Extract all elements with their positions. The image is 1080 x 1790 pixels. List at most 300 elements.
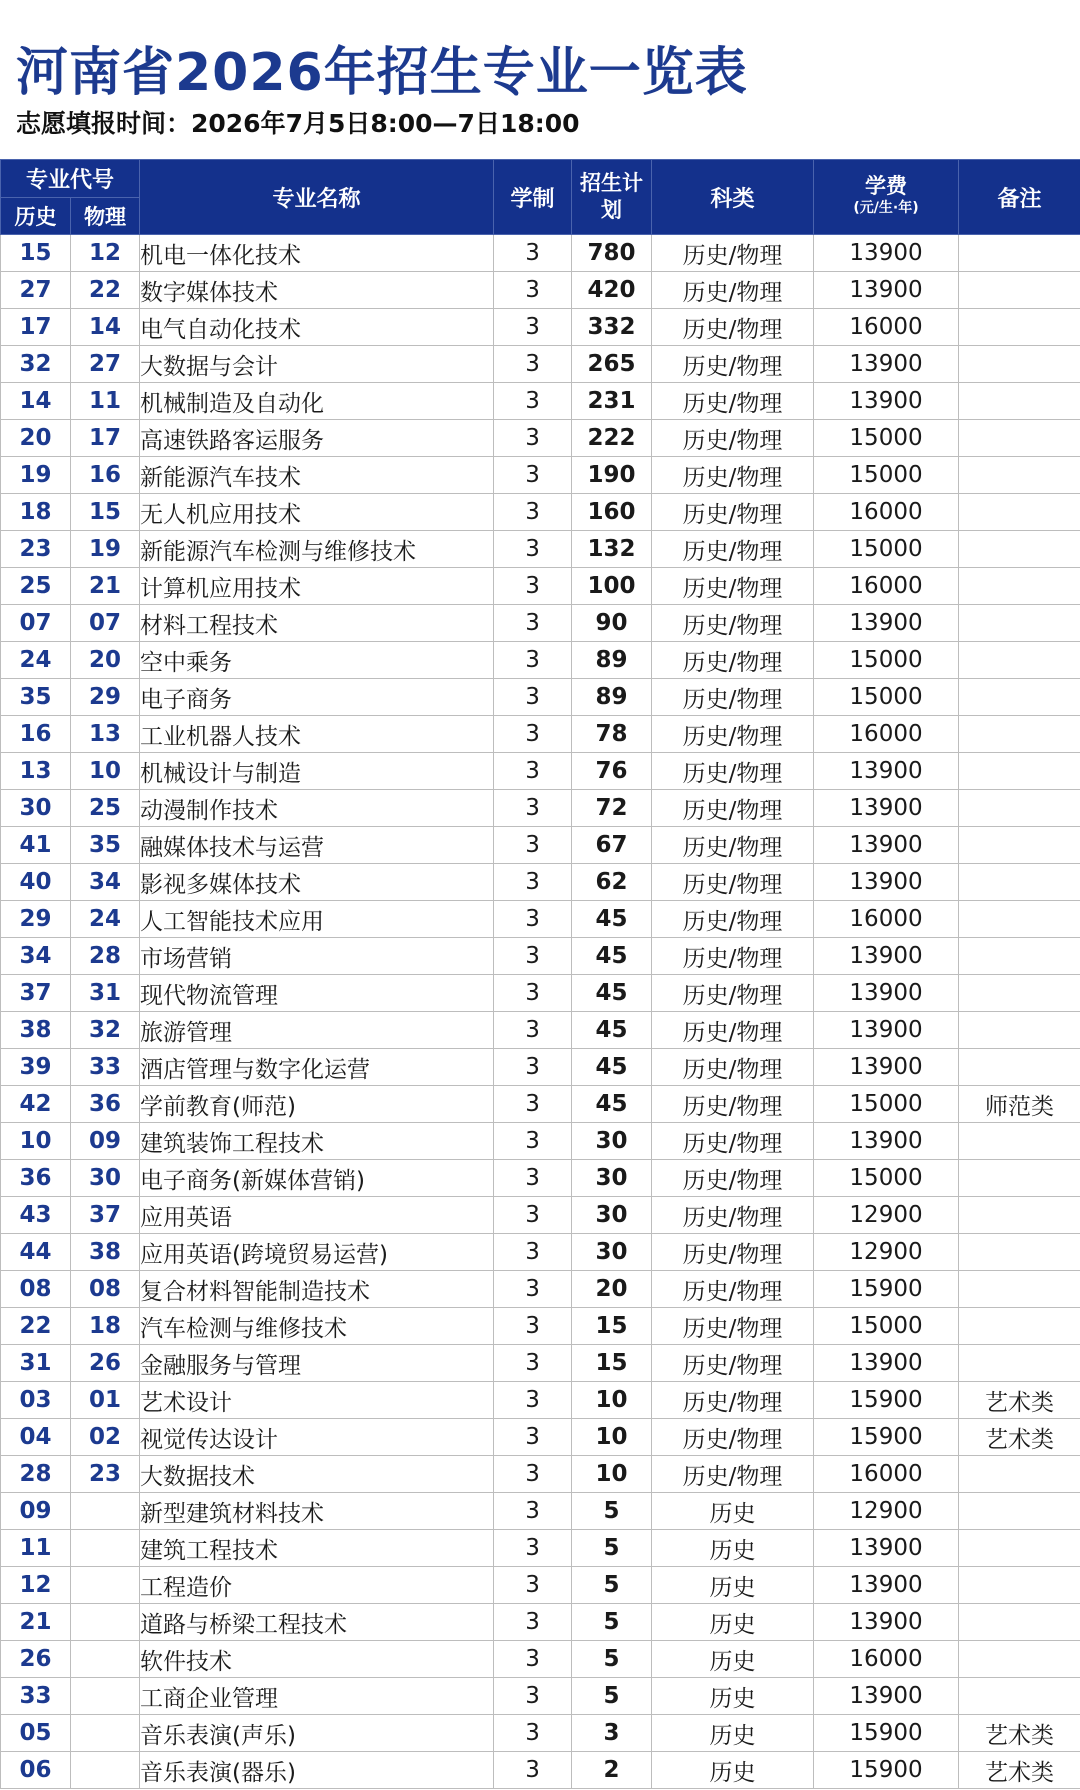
category-cell: 历史/物理 xyxy=(652,272,814,309)
major-name-cell: 软件技术 xyxy=(140,1641,494,1678)
remarks-cell xyxy=(959,1234,1080,1271)
remarks-cell xyxy=(959,753,1080,790)
major-name-cell: 新型建筑材料技术 xyxy=(140,1493,494,1530)
history-code-cell: 32 xyxy=(1,346,71,383)
history-code-cell: 35 xyxy=(1,679,71,716)
table-row xyxy=(1,346,1080,383)
major-name-cell: 机械设计与制造 xyxy=(140,753,494,790)
category-cell: 历史/物理 xyxy=(652,1086,814,1123)
tuition-cell: 13900 xyxy=(814,605,959,642)
major-name-cell: 应用英语(跨境贸易运营) xyxy=(140,1234,494,1271)
major-name-cell: 音乐表演(声乐) xyxy=(140,1715,494,1752)
enrollment-plan-cell: 222 xyxy=(572,420,652,457)
physics-code-cell xyxy=(71,1752,140,1789)
duration-cell: 3 xyxy=(494,1345,572,1382)
header-major-code: 专业代号 xyxy=(1,160,140,198)
duration-cell: 3 xyxy=(494,790,572,827)
table-row xyxy=(1,1160,1080,1197)
physics-code-cell xyxy=(71,1678,140,1715)
enrollment-plan-cell: 5 xyxy=(572,1567,652,1604)
category-cell: 历史 xyxy=(652,1493,814,1530)
tuition-cell: 15900 xyxy=(814,1419,959,1456)
history-code-cell: 23 xyxy=(1,531,71,568)
tuition-cell: 13900 xyxy=(814,1604,959,1641)
table-row xyxy=(1,1641,1080,1678)
category-cell: 历史/物理 xyxy=(652,864,814,901)
history-code-cell: 38 xyxy=(1,1012,71,1049)
enrollment-plan-cell: 45 xyxy=(572,1049,652,1086)
major-name-cell: 建筑工程技术 xyxy=(140,1530,494,1567)
major-name-cell: 学前教育(师范) xyxy=(140,1086,494,1123)
remarks-cell: 艺术类 xyxy=(959,1382,1080,1419)
history-code-cell: 26 xyxy=(1,1641,71,1678)
category-cell: 历史/物理 xyxy=(652,827,814,864)
category-cell: 历史/物理 xyxy=(652,457,814,494)
history-code-cell: 31 xyxy=(1,1345,71,1382)
duration-cell: 3 xyxy=(494,346,572,383)
header-category: 科类 xyxy=(652,160,814,235)
remarks-cell xyxy=(959,938,1080,975)
history-code-cell: 07 xyxy=(1,605,71,642)
tuition-cell: 13900 xyxy=(814,753,959,790)
tuition-cell: 13900 xyxy=(814,1123,959,1160)
category-cell: 历史 xyxy=(652,1530,814,1567)
category-cell: 历史 xyxy=(652,1752,814,1789)
enrollment-plan-cell: 132 xyxy=(572,531,652,568)
category-cell: 历史 xyxy=(652,1604,814,1641)
tuition-cell: 15000 xyxy=(814,420,959,457)
table-row xyxy=(1,1678,1080,1715)
remarks-cell xyxy=(959,531,1080,568)
physics-code-cell xyxy=(71,1715,140,1752)
table-row xyxy=(1,827,1080,864)
duration-cell: 3 xyxy=(494,679,572,716)
category-cell: 历史/物理 xyxy=(652,383,814,420)
remarks-cell xyxy=(959,1567,1080,1604)
physics-code-cell: 19 xyxy=(71,531,140,568)
physics-code-cell: 21 xyxy=(71,568,140,605)
remarks-cell xyxy=(959,420,1080,457)
table-row xyxy=(1,1345,1080,1382)
physics-code-cell: 02 xyxy=(71,1419,140,1456)
tuition-cell: 15000 xyxy=(814,1308,959,1345)
category-cell: 历史/物理 xyxy=(652,642,814,679)
table-row xyxy=(1,457,1080,494)
duration-cell: 3 xyxy=(494,272,572,309)
history-code-cell: 43 xyxy=(1,1197,71,1234)
table-row xyxy=(1,753,1080,790)
enrollment-plan-cell: 100 xyxy=(572,568,652,605)
major-name-cell: 道路与桥梁工程技术 xyxy=(140,1604,494,1641)
tuition-cell: 13900 xyxy=(814,383,959,420)
remarks-cell xyxy=(959,790,1080,827)
tuition-cell: 16000 xyxy=(814,494,959,531)
remarks-cell xyxy=(959,1049,1080,1086)
remarks-cell: 艺术类 xyxy=(959,1752,1080,1789)
history-code-cell: 24 xyxy=(1,642,71,679)
remarks-cell xyxy=(959,975,1080,1012)
enrollment-plan-cell: 30 xyxy=(572,1234,652,1271)
physics-code-cell xyxy=(71,1641,140,1678)
table-header xyxy=(1,160,1080,235)
history-code-cell: 22 xyxy=(1,1308,71,1345)
table-row xyxy=(1,1604,1080,1641)
category-cell: 历史/物理 xyxy=(652,1419,814,1456)
table-row xyxy=(1,1382,1080,1419)
table-row xyxy=(1,1197,1080,1234)
table-row xyxy=(1,235,1080,272)
history-code-cell: 04 xyxy=(1,1419,71,1456)
duration-cell: 3 xyxy=(494,1049,572,1086)
table-row xyxy=(1,272,1080,309)
major-name-cell: 影视多媒体技术 xyxy=(140,864,494,901)
enrollment-plan-cell: 231 xyxy=(572,383,652,420)
duration-cell: 3 xyxy=(494,1678,572,1715)
tuition-cell: 13900 xyxy=(814,346,959,383)
header-tuition xyxy=(814,160,959,235)
tuition-cell: 15000 xyxy=(814,642,959,679)
enrollment-plan-cell: 76 xyxy=(572,753,652,790)
history-code-cell: 06 xyxy=(1,1752,71,1789)
history-code-cell: 33 xyxy=(1,1678,71,1715)
enrollment-plan-cell: 5 xyxy=(572,1493,652,1530)
physics-code-cell: 38 xyxy=(71,1234,140,1271)
duration-cell: 3 xyxy=(494,1197,572,1234)
category-cell: 历史/物理 xyxy=(652,531,814,568)
enrollment-plan-cell: 90 xyxy=(572,605,652,642)
major-name-cell: 应用英语 xyxy=(140,1197,494,1234)
duration-cell: 3 xyxy=(494,827,572,864)
tuition-cell: 12900 xyxy=(814,1197,959,1234)
major-name-cell: 视觉传达设计 xyxy=(140,1419,494,1456)
category-cell: 历史/物理 xyxy=(652,420,814,457)
category-cell: 历史/物理 xyxy=(652,1308,814,1345)
physics-code-cell: 22 xyxy=(71,272,140,309)
history-code-cell: 09 xyxy=(1,1493,71,1530)
history-code-cell: 12 xyxy=(1,1567,71,1604)
duration-cell: 3 xyxy=(494,1382,572,1419)
table-row xyxy=(1,1493,1080,1530)
enrollment-plan-cell: 20 xyxy=(572,1271,652,1308)
enrollment-plan-cell: 5 xyxy=(572,1530,652,1567)
tuition-cell: 16000 xyxy=(814,901,959,938)
tuition-cell: 15900 xyxy=(814,1271,959,1308)
physics-code-cell: 26 xyxy=(71,1345,140,1382)
table-row xyxy=(1,1308,1080,1345)
category-cell: 历史/物理 xyxy=(652,901,814,938)
category-cell: 历史/物理 xyxy=(652,790,814,827)
physics-code-cell xyxy=(71,1567,140,1604)
physics-code-cell: 36 xyxy=(71,1086,140,1123)
history-code-cell: 37 xyxy=(1,975,71,1012)
enrollment-plan-cell: 10 xyxy=(572,1419,652,1456)
history-code-cell: 15 xyxy=(1,235,71,272)
physics-code-cell xyxy=(71,1604,140,1641)
history-code-cell: 13 xyxy=(1,753,71,790)
tuition-cell: 13900 xyxy=(814,1012,959,1049)
category-cell: 历史/物理 xyxy=(652,1234,814,1271)
category-cell: 历史/物理 xyxy=(652,753,814,790)
duration-cell: 3 xyxy=(494,235,572,272)
table-row xyxy=(1,494,1080,531)
header-tuition-label: 学费 xyxy=(865,174,908,198)
duration-cell: 3 xyxy=(494,383,572,420)
physics-code-cell: 25 xyxy=(71,790,140,827)
duration-cell: 3 xyxy=(494,420,572,457)
duration-cell: 3 xyxy=(494,1715,572,1752)
physics-code-cell: 07 xyxy=(71,605,140,642)
major-name-cell: 音乐表演(器乐) xyxy=(140,1752,494,1789)
physics-code-cell: 31 xyxy=(71,975,140,1012)
major-name-cell: 新能源汽车技术 xyxy=(140,457,494,494)
major-name-cell: 金融服务与管理 xyxy=(140,1345,494,1382)
tuition-cell: 13900 xyxy=(814,1345,959,1382)
tuition-cell: 15900 xyxy=(814,1715,959,1752)
table-row xyxy=(1,1456,1080,1493)
duration-cell: 3 xyxy=(494,1641,572,1678)
duration-cell: 3 xyxy=(494,938,572,975)
remarks-cell xyxy=(959,1493,1080,1530)
physics-code-cell: 13 xyxy=(71,716,140,753)
category-cell: 历史/物理 xyxy=(652,716,814,753)
duration-cell: 3 xyxy=(494,975,572,1012)
remarks-cell xyxy=(959,827,1080,864)
duration-cell: 3 xyxy=(494,1160,572,1197)
table-row xyxy=(1,1530,1080,1567)
remarks-cell: 艺术类 xyxy=(959,1419,1080,1456)
duration-cell: 3 xyxy=(494,1752,572,1789)
remarks-cell xyxy=(959,1456,1080,1493)
category-cell: 历史/物理 xyxy=(652,494,814,531)
duration-cell: 3 xyxy=(494,568,572,605)
tuition-cell: 13900 xyxy=(814,827,959,864)
remarks-cell xyxy=(959,1530,1080,1567)
category-cell: 历史/物理 xyxy=(652,235,814,272)
table-row xyxy=(1,1271,1080,1308)
category-cell: 历史/物理 xyxy=(652,1160,814,1197)
category-cell: 历史/物理 xyxy=(652,1197,814,1234)
category-cell: 历史 xyxy=(652,1567,814,1604)
physics-code-cell: 37 xyxy=(71,1197,140,1234)
major-name-cell: 电子商务 xyxy=(140,679,494,716)
physics-code-cell: 20 xyxy=(71,642,140,679)
history-code-cell: 05 xyxy=(1,1715,71,1752)
table-row xyxy=(1,938,1080,975)
major-name-cell: 电气自动化技术 xyxy=(140,309,494,346)
remarks-cell xyxy=(959,1271,1080,1308)
major-name-cell: 计算机应用技术 xyxy=(140,568,494,605)
remarks-cell xyxy=(959,346,1080,383)
duration-cell: 3 xyxy=(494,457,572,494)
tuition-cell: 15900 xyxy=(814,1382,959,1419)
category-cell: 历史/物理 xyxy=(652,679,814,716)
physics-code-cell: 35 xyxy=(71,827,140,864)
enrollment-plan-cell: 89 xyxy=(572,679,652,716)
physics-code-cell: 27 xyxy=(71,346,140,383)
enrollment-plan-cell: 15 xyxy=(572,1345,652,1382)
tuition-cell: 13900 xyxy=(814,1049,959,1086)
remarks-cell: 艺术类 xyxy=(959,1715,1080,1752)
table-row xyxy=(1,383,1080,420)
physics-code-cell: 29 xyxy=(71,679,140,716)
tuition-cell: 13900 xyxy=(814,975,959,1012)
tuition-cell: 16000 xyxy=(814,309,959,346)
major-name-cell: 复合材料智能制造技术 xyxy=(140,1271,494,1308)
duration-cell: 3 xyxy=(494,864,572,901)
duration-cell: 3 xyxy=(494,1086,572,1123)
remarks-cell xyxy=(959,1308,1080,1345)
major-name-cell: 工商企业管理 xyxy=(140,1678,494,1715)
tuition-cell: 15000 xyxy=(814,457,959,494)
enrollment-plan-cell: 5 xyxy=(572,1641,652,1678)
major-name-cell: 机电一体化技术 xyxy=(140,235,494,272)
table-row xyxy=(1,679,1080,716)
table-row xyxy=(1,716,1080,753)
table-row xyxy=(1,1123,1080,1160)
table-body xyxy=(1,235,1080,1789)
tuition-cell: 15900 xyxy=(814,1752,959,1789)
table-row xyxy=(1,1234,1080,1271)
enrollment-plan-cell: 45 xyxy=(572,1012,652,1049)
remarks-cell: 师范类 xyxy=(959,1086,1080,1123)
header-duration: 学制 xyxy=(494,160,572,235)
remarks-cell xyxy=(959,1604,1080,1641)
enrollment-plan-cell: 45 xyxy=(572,938,652,975)
table-row xyxy=(1,1715,1080,1752)
physics-code-cell: 01 xyxy=(71,1382,140,1419)
remarks-cell xyxy=(959,901,1080,938)
major-name-cell: 旅游管理 xyxy=(140,1012,494,1049)
remarks-cell xyxy=(959,1012,1080,1049)
tuition-cell: 15000 xyxy=(814,679,959,716)
table-row xyxy=(1,975,1080,1012)
duration-cell: 3 xyxy=(494,753,572,790)
history-code-cell: 10 xyxy=(1,1123,71,1160)
physics-code-cell: 34 xyxy=(71,864,140,901)
remarks-cell xyxy=(959,457,1080,494)
category-cell: 历史/物理 xyxy=(652,1345,814,1382)
history-code-cell: 08 xyxy=(1,1271,71,1308)
duration-cell: 3 xyxy=(494,1271,572,1308)
header-physics-code: 物理 xyxy=(71,198,140,235)
table-row xyxy=(1,864,1080,901)
physics-code-cell: 08 xyxy=(71,1271,140,1308)
enrollment-plan-cell: 420 xyxy=(572,272,652,309)
duration-cell: 3 xyxy=(494,1604,572,1641)
tuition-cell: 15000 xyxy=(814,531,959,568)
history-code-cell: 20 xyxy=(1,420,71,457)
major-name-cell: 无人机应用技术 xyxy=(140,494,494,531)
major-name-cell: 材料工程技术 xyxy=(140,605,494,642)
physics-code-cell: 14 xyxy=(71,309,140,346)
history-code-cell: 27 xyxy=(1,272,71,309)
remarks-cell xyxy=(959,1160,1080,1197)
remarks-cell xyxy=(959,1123,1080,1160)
physics-code-cell: 32 xyxy=(71,1012,140,1049)
tuition-cell: 12900 xyxy=(814,1234,959,1271)
duration-cell: 3 xyxy=(494,1419,572,1456)
enrollment-plan-cell: 10 xyxy=(572,1382,652,1419)
enrollment-plan-cell: 190 xyxy=(572,457,652,494)
physics-code-cell: 09 xyxy=(71,1123,140,1160)
enrollment-plan-cell: 2 xyxy=(572,1752,652,1789)
tuition-cell: 16000 xyxy=(814,1456,959,1493)
header-major-name: 专业名称 xyxy=(140,160,494,235)
category-cell: 历史/物理 xyxy=(652,1456,814,1493)
category-cell: 历史 xyxy=(652,1678,814,1715)
physics-code-cell: 28 xyxy=(71,938,140,975)
table-row xyxy=(1,1049,1080,1086)
table-row xyxy=(1,642,1080,679)
major-name-cell: 酒店管理与数字化运营 xyxy=(140,1049,494,1086)
history-code-cell: 14 xyxy=(1,383,71,420)
history-code-cell: 30 xyxy=(1,790,71,827)
physics-code-cell: 18 xyxy=(71,1308,140,1345)
remarks-cell xyxy=(959,642,1080,679)
major-name-cell: 大数据与会计 xyxy=(140,346,494,383)
enrollment-plan-cell: 45 xyxy=(572,901,652,938)
category-cell: 历史/物理 xyxy=(652,1123,814,1160)
history-code-cell: 34 xyxy=(1,938,71,975)
tuition-cell: 15000 xyxy=(814,1160,959,1197)
physics-code-cell xyxy=(71,1530,140,1567)
enrollment-plan-cell: 332 xyxy=(572,309,652,346)
tuition-cell: 15000 xyxy=(814,1086,959,1123)
history-code-cell: 19 xyxy=(1,457,71,494)
enrollment-plan-cell: 67 xyxy=(572,827,652,864)
category-cell: 历史/物理 xyxy=(652,605,814,642)
duration-cell: 3 xyxy=(494,1308,572,1345)
enrollment-plan-cell: 3 xyxy=(572,1715,652,1752)
duration-cell: 3 xyxy=(494,494,572,531)
physics-code-cell: 11 xyxy=(71,383,140,420)
enrollment-plan-cell: 780 xyxy=(572,235,652,272)
history-code-cell: 42 xyxy=(1,1086,71,1123)
header-remarks: 备注 xyxy=(959,160,1080,235)
table-row xyxy=(1,901,1080,938)
tuition-cell: 13900 xyxy=(814,938,959,975)
remarks-cell xyxy=(959,309,1080,346)
duration-cell: 3 xyxy=(494,309,572,346)
remarks-cell xyxy=(959,568,1080,605)
history-code-cell: 41 xyxy=(1,827,71,864)
duration-cell: 3 xyxy=(494,1456,572,1493)
tuition-cell: 13900 xyxy=(814,235,959,272)
history-code-cell: 25 xyxy=(1,568,71,605)
tuition-cell: 13900 xyxy=(814,272,959,309)
major-name-cell: 动漫制作技术 xyxy=(140,790,494,827)
major-name-cell: 机械制造及自动化 xyxy=(140,383,494,420)
enrollment-plan-cell: 89 xyxy=(572,642,652,679)
tuition-cell: 13900 xyxy=(814,1678,959,1715)
history-code-cell: 03 xyxy=(1,1382,71,1419)
table-row xyxy=(1,568,1080,605)
tuition-cell: 13900 xyxy=(814,1567,959,1604)
duration-cell: 3 xyxy=(494,642,572,679)
duration-cell: 3 xyxy=(494,1234,572,1271)
header-enrollment-plan: 招生计划 xyxy=(572,160,652,235)
enrollment-plan-cell: 72 xyxy=(572,790,652,827)
remarks-cell xyxy=(959,716,1080,753)
duration-cell: 3 xyxy=(494,1567,572,1604)
enrollment-plan-cell: 30 xyxy=(572,1160,652,1197)
history-code-cell: 18 xyxy=(1,494,71,531)
category-cell: 历史/物理 xyxy=(652,1012,814,1049)
major-name-cell: 新能源汽车检测与维修技术 xyxy=(140,531,494,568)
category-cell: 历史/物理 xyxy=(652,1382,814,1419)
enrollment-plan-cell: 5 xyxy=(572,1604,652,1641)
remarks-cell xyxy=(959,1678,1080,1715)
